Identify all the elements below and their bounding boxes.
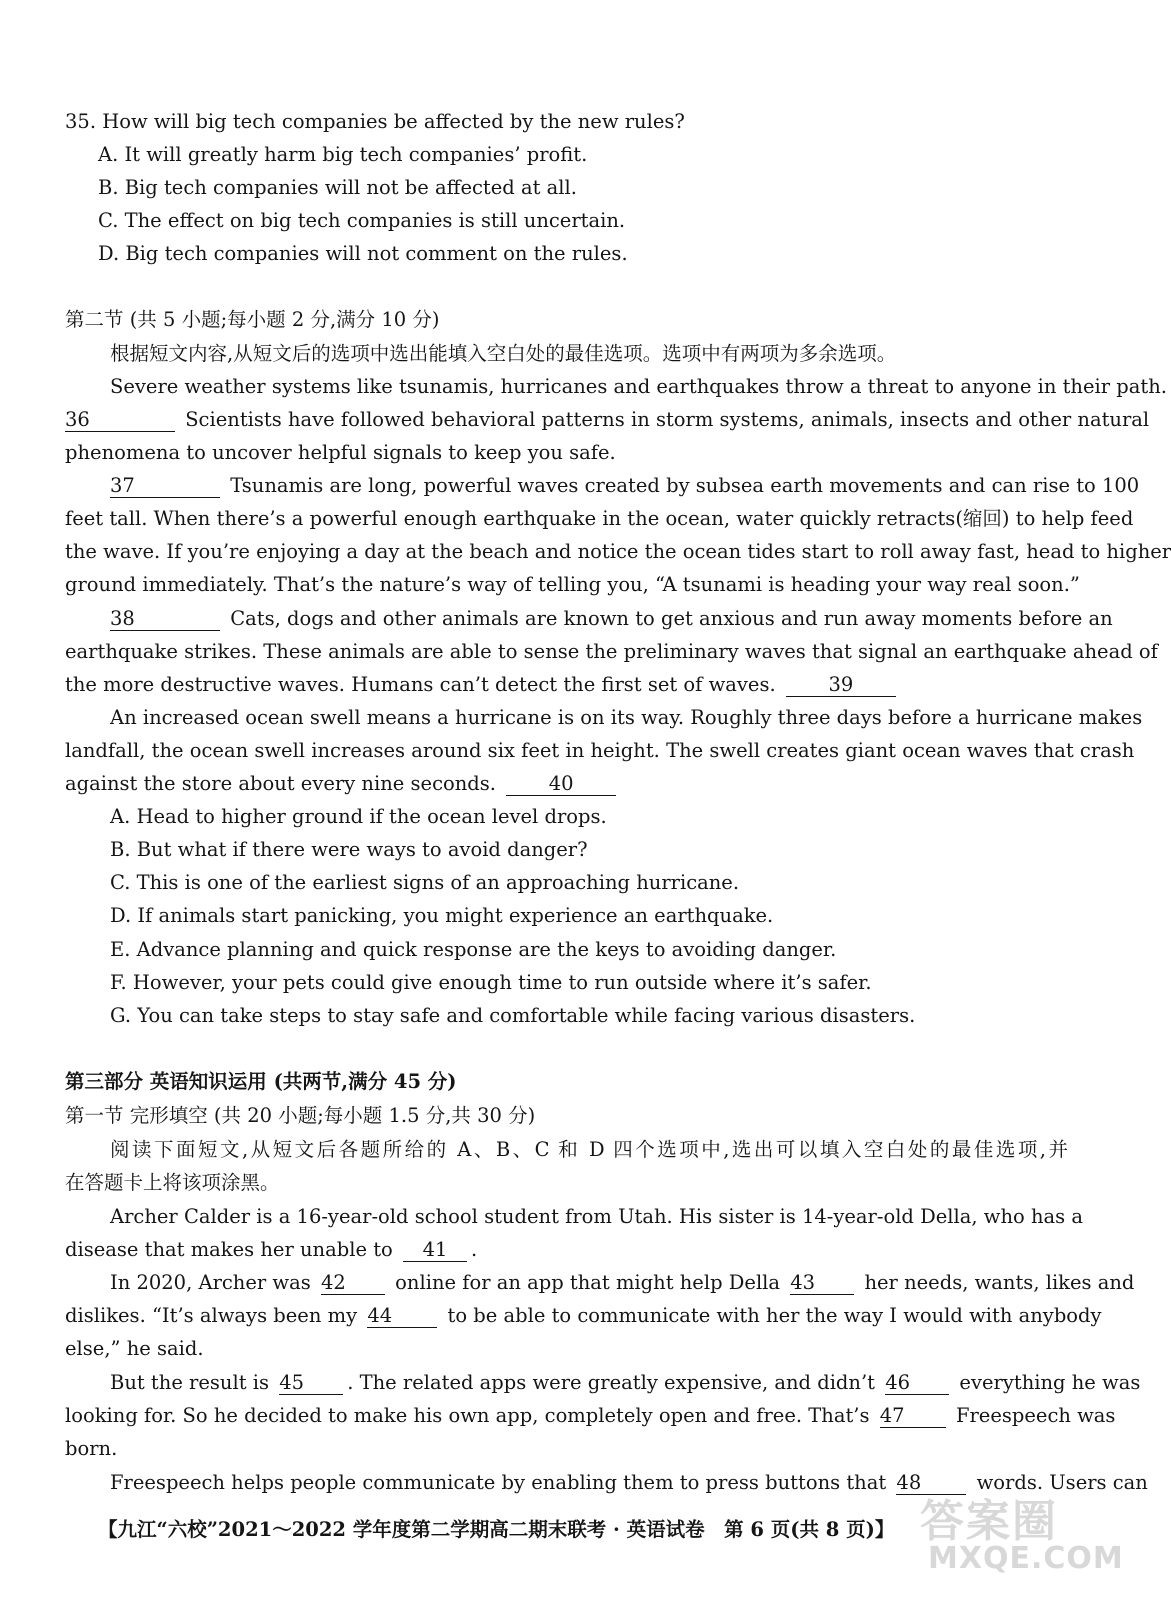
passage-line	[65, 673, 900, 697]
cloze-text: looking for. So he decided to make his own app, completely open and free. That’s	[65, 1404, 870, 1427]
passage-line: landfall, the ocean swell increases around six feet in height. The swell creates giant ocean waves that crash	[65, 739, 1135, 762]
section2-heading: 第二节 (共 5 小题;每小题 2 分,满分 10 分)	[65, 308, 440, 331]
cloze-text: In 2020, Archer was	[110, 1271, 311, 1294]
passage-line: earthquake strikes. These animals are able to sense the preliminary waves that signal an earthquake ahead of	[65, 640, 1158, 663]
watermark-logo: 答案圈	[920, 1496, 1058, 1547]
passage-line: phenomena to uncover helpful signals to keep you safe.	[65, 441, 616, 464]
section2-instruction: 根据短文内容,从短文后的选项中选出能填入空白处的最佳选项。选项中有两项为多余选项。	[110, 342, 897, 365]
blank-46[interactable]: 46	[885, 1372, 949, 1395]
cloze-text: words. Users can	[976, 1471, 1148, 1494]
cloze-line	[65, 1304, 1102, 1328]
blank-40[interactable]: 40	[506, 773, 616, 796]
blank-45[interactable]: 45	[279, 1372, 343, 1395]
blank-41[interactable]: 41	[403, 1239, 467, 1262]
blank-38[interactable]: 38	[110, 608, 220, 631]
passage-line: An increased ocean swell means a hurricane is on its way. Roughly three days before a hurricane makes	[110, 706, 1143, 729]
cloze-text: disease that makes her unable to	[65, 1238, 393, 1261]
part3-sub-heading: 第一节 完形填空 (共 20 小题;每小题 1.5 分,共 30 分)	[65, 1104, 536, 1127]
watermark-url: MXQE.COM	[928, 1541, 1124, 1576]
cloze-text: online for an app that might help Della	[395, 1271, 781, 1294]
passage-text: Tsunamis are long, powerful waves created by subsea earth movements and can rise to 100	[230, 474, 1140, 497]
option-f: F. However, your pets could give enough time to run outside where it’s safer.	[110, 971, 872, 994]
option-g: G. You can take steps to stay safe and comfortable while facing various disasters.	[110, 1004, 916, 1027]
passage-line	[65, 408, 1150, 432]
q35-option-d: D. Big tech companies will not comment on the rules.	[98, 242, 628, 265]
blank-36[interactable]: 36	[65, 409, 175, 432]
cloze-text: everything he was	[959, 1371, 1141, 1394]
watermark	[920, 1485, 1135, 1585]
cloze-line: born.	[65, 1437, 118, 1460]
q35-stem: 35. How will big tech companies be affected by the new rules?	[65, 110, 685, 133]
blank-44[interactable]: 44	[367, 1305, 437, 1328]
q35-option-c: C. The effect on big tech companies is still uncertain.	[98, 209, 626, 232]
blank-47[interactable]: 47	[880, 1405, 946, 1428]
cloze-text: her needs, wants, likes and	[864, 1271, 1135, 1294]
blank-37[interactable]: 37	[110, 475, 220, 498]
passage-line	[110, 607, 1113, 631]
q35-option-b: B. Big tech companies will not be affected at all.	[98, 176, 577, 199]
q35-option-a: A. It will greatly harm big tech companies’ profit.	[98, 143, 588, 166]
part3-heading: 第三部分 英语知识运用 (共两节,满分 45 分)	[65, 1070, 457, 1093]
passage-line: Severe weather systems like tsunamis, hurricanes and earthquakes throw a threat to anyone in their path.	[110, 375, 1167, 398]
cloze-text: But the result is	[110, 1371, 269, 1394]
blank-43[interactable]: 43	[790, 1272, 854, 1295]
page-footer: 【九江“六校”2021～2022 学年度第二学期高二期末联考 · 英语试卷 第 6 页(共 8 页)】	[98, 1518, 895, 1541]
cloze-text: Freespeech helps people communicate by enabling them to press buttons that	[110, 1471, 887, 1494]
cloze-line: else,” he said.	[65, 1337, 204, 1360]
option-b: B. But what if there were ways to avoid danger?	[110, 838, 588, 861]
blank-39[interactable]: 39	[786, 674, 896, 697]
passage-line	[65, 772, 620, 796]
passage-line: the wave. If you’re enjoying a day at the beach and notice the ocean tides start to roll away fast, head to higher	[65, 540, 1171, 563]
option-c: C. This is one of the earliest signs of an approaching hurricane.	[110, 871, 740, 894]
cloze-line	[65, 1404, 1116, 1428]
cloze-line	[110, 1271, 1135, 1295]
cloze-line	[65, 1238, 477, 1262]
cloze-text: Freespeech was	[955, 1404, 1116, 1427]
passage-text: Cats, dogs and other animals are known to get anxious and run away moments before an	[230, 607, 1113, 630]
cloze-text: dislikes. “It’s always been my	[65, 1304, 358, 1327]
part3-instruction: 阅读下面短文,从短文后各题所给的 A、B、C 和 D 四个选项中,选出可以填入空白处的最佳选项,并	[110, 1138, 1068, 1161]
option-d: D. If animals start panicking, you might experience an earthquake.	[110, 904, 774, 927]
passage-line: feet tall. When there’s a powerful enough earthquake in the ocean, water quickly retracts(缩回) to help feed	[65, 507, 1134, 530]
passage-line: ground immediately. That’s the nature’s way of telling you, “A tsunami is heading your way real soon.”	[65, 573, 1080, 596]
period: .	[470, 1238, 478, 1261]
option-e: E. Advance planning and quick response are the keys to avoiding danger.	[110, 938, 837, 961]
passage-text: Scientists have followed behavioral patterns in storm systems, animals, insects and other natural	[185, 408, 1150, 431]
blank-42[interactable]: 42	[321, 1272, 385, 1295]
passage-text: the more destructive waves. Humans can’t detect the first set of waves.	[65, 673, 776, 696]
cloze-text: to be able to communicate with her the way I would with anybody	[447, 1304, 1102, 1327]
passage-text: against the store about every nine seconds.	[65, 772, 496, 795]
option-a: A. Head to higher ground if the ocean level drops.	[110, 805, 607, 828]
blank-48[interactable]: 48	[896, 1472, 966, 1495]
cloze-line	[110, 1371, 1141, 1395]
part3-instruction: 在答题卡上将该项涂黑。	[65, 1171, 280, 1194]
cloze-line: Archer Calder is a 16-year-old school student from Utah. His sister is 14-year-old Della, who has a	[110, 1205, 1083, 1228]
cloze-text: . The related apps were greatly expensive, and didn’t	[347, 1371, 876, 1394]
passage-line	[110, 474, 1140, 498]
